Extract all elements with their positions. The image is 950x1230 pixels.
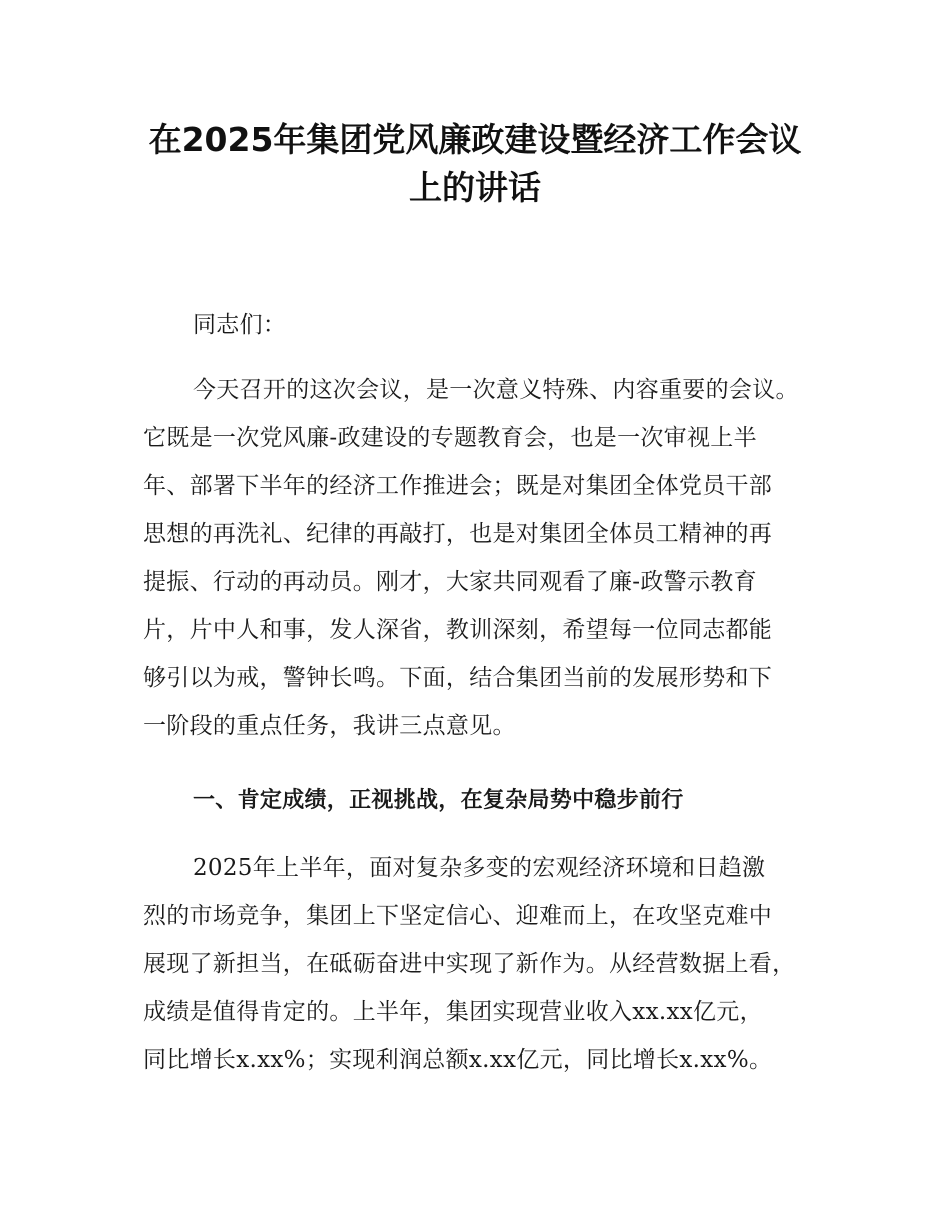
section1-paragraph-line: 展现了新担当，在砥砺奋进中实现了新作为。从经营数据上看， [143, 951, 796, 977]
intro-paragraph-line: 年、部署下半年的经济工作推进会；既是对集团全体党员干部 [143, 473, 773, 499]
intro-paragraph-line: 今天召开的这次会议，是一次意义特殊、内容重要的会议。 [193, 377, 799, 403]
section1-paragraph-line: 成绩是值得肯定的。上半年，集团实现营业收入xx.xx亿元， [143, 999, 763, 1025]
intro-paragraph-line: 提振、行动的再动员。刚才，大家共同观看了廉-政警示教育 [143, 569, 757, 595]
intro-paragraph-line: 够引以为戒，警钟长鸣。下面，结合集团当前的发展形势和下 [143, 665, 773, 691]
intro-paragraph-line: 片，片中人和事，发人深省，教训深刻，希望每一位同志都能 [143, 617, 773, 643]
document-title-line-1: 在2025年集团党风廉政建设暨经济工作会议 [148, 120, 802, 159]
section1-paragraph-line: 同比增长x.xx%；实现利润总额x.xx亿元，同比增长x.xx%。 [143, 1047, 773, 1073]
section-heading-1: 一、肯定成绩，正视挑战，在复杂局势中稳步前行 [193, 788, 684, 813]
intro-paragraph-line: 一阶段的重点任务，我讲三点意见。 [143, 713, 516, 739]
intro-paragraph-line: 它既是一次党风廉-政建设的专题教育会，也是一次审视上半 [143, 425, 757, 451]
document-title-line-2: 上的讲话 [409, 168, 541, 207]
intro-paragraph-line: 思想的再洗礼、纪律的再敲打，也是对集团全体员工精神的再 [143, 521, 773, 547]
salutation: 同志们： [193, 312, 287, 338]
section1-paragraph-line: 2025年上半年，面对复杂多变的宏观经济环境和日趋激 [193, 855, 766, 881]
section1-paragraph-line: 烈的市场竞争，集团上下坚定信心、迎难而上，在攻坚克难中 [143, 903, 773, 929]
